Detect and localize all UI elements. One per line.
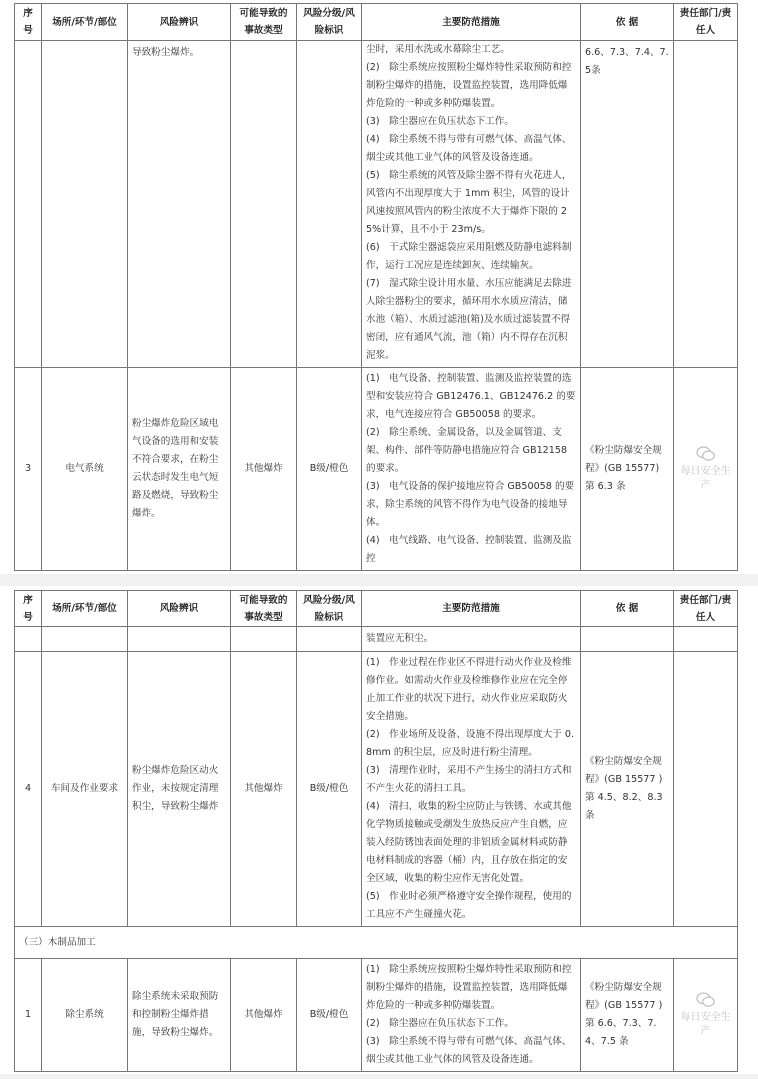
cell-level: B级/橙色 — [297, 652, 362, 927]
header-accident: 可能导致的事故类型 — [231, 591, 297, 627]
cell-measures — [362, 627, 581, 652]
cell-basis: 《粉尘防爆安全规程》(GB 15577) 第 6.3 条 — [581, 368, 674, 571]
cell-risk: 粉尘爆炸危险区域电气设备的选用和安装不符合要求，在粉尘云状态时发生电气短路及燃烧，导致粉尘爆炸。 — [128, 368, 231, 571]
measure-item: (3) 除尘系统不得与带有可燃气体、高温气体、烟尘或其他工业气体的风管及设备连通。 — [366, 1036, 572, 1065]
cell-location: 车间及作业要求 — [42, 652, 128, 927]
cell-location: 电气系统 — [42, 368, 128, 571]
cell-measures — [362, 368, 581, 571]
table-header-row — [15, 4, 738, 41]
cell-location — [42, 41, 128, 368]
header-accident: 可能导致的事故类型 — [231, 4, 297, 41]
header-no: 序号 — [15, 4, 42, 41]
cell-responsible — [674, 368, 738, 571]
cell-basis: 6.6、7.3、7.4、7.5条 — [581, 41, 674, 368]
measure-item: (5) 除尘系统的风管及除尘器不得有火花进人，风管内不出现厚度大于 1mm 积尘，风管的设计风速按照风管内的粉尘浓度不大于爆炸下限的 25%计算，且不小于 23m/s。 — [366, 170, 572, 235]
measure-item: (3) 清理作业时，采用不产生扬尘的清扫方式和不产生火花的清扫工具。 — [366, 765, 572, 794]
header-location: 场所/环节/部位 — [42, 591, 128, 627]
measure-item: (2) 除尘系统、金属设备，以及金属管道、支架、构件、部件等防静电措施应符合 GB12158 的要求。 — [366, 427, 568, 474]
watermark — [678, 991, 733, 1039]
measure-item: (2) 除尘系统应按照粉尘爆炸特性采取预防和控制粉尘爆炸的措施，设置监控装置，选用降低爆炸危险的一种或多种防爆装置。 — [366, 62, 572, 109]
measure-item: (4) 除尘系统不得与带有可燃气体、高温气体、烟尘或其他工业气体的风管及设备连通。 — [366, 134, 572, 163]
risk-table-page-1 — [14, 3, 738, 571]
header-risk: 风险辨识 — [128, 4, 231, 41]
cell-no — [15, 41, 42, 368]
header-responsible: 责任部门/责任人 — [674, 591, 738, 627]
cell-risk: 除尘系统未采取预防和控制粉尘爆炸措施，导致粉尘爆炸。 — [128, 959, 231, 1072]
measure-item: (1) 电气设备、控制装置、监测及监控装置的选型和安装应符合 GB12476.1、GB12476.2 的要求，电气连接应符合 GB50058 的要求。 — [366, 373, 576, 420]
cell-accident — [231, 627, 297, 652]
risk-table-page-2 — [14, 590, 738, 1072]
measure-item: (3) 电气设备的保护接地应符合 GB50058 的要求，除尘系统的风管不得作为电气设备的接地导体。 — [366, 481, 575, 528]
cell-no: 1 — [15, 959, 42, 1072]
wechat-icon — [695, 991, 717, 1009]
header-basis: 依 据 — [581, 4, 674, 41]
header-level: 风险分级/风险标识 — [297, 4, 362, 41]
page-separator — [0, 574, 758, 586]
measure-item: (5) 作业时必须严格遵守安全操作规程，使用的工具应不产生碰撞火花。 — [366, 891, 572, 920]
cell-level — [297, 41, 362, 368]
watermark-text: 每日安全生产 — [680, 466, 731, 491]
watermark — [678, 445, 733, 493]
section-row — [15, 927, 738, 959]
measure-item: (4) 电气线路、电气设备、控制装置、监测及监控 — [366, 535, 572, 564]
cell-no: 3 — [15, 368, 42, 571]
cell-measures — [362, 41, 581, 368]
table-row — [15, 652, 738, 927]
cell-risk: 导致粉尘爆炸。 — [128, 41, 231, 368]
cell-accident: 其他爆炸 — [231, 368, 297, 571]
measure-item: (7) 湿式除尘设计用水量、水压应能满足去除进人除尘器粉尘的要求，循环用水水质应清洁，储水池（箱）、水质过滤池(箱)及水质过滤装置不得密闭，应有通风气流，池（箱）内不得存在沉积泥浆。 — [366, 278, 572, 361]
cell-level — [297, 627, 362, 652]
table-header-row — [15, 591, 738, 627]
measure-item: (3) 除尘器应在负压状态下工作。 — [366, 116, 514, 127]
header-no: 序号 — [15, 591, 42, 627]
header-location: 场所/环节/部位 — [42, 4, 128, 41]
table-row — [15, 41, 738, 368]
cell-level: B级/橙色 — [297, 368, 362, 571]
cell-location: 除尘系统 — [42, 959, 128, 1072]
header-measures: 主要防范措施 — [362, 591, 581, 627]
cell-basis: 《粉尘防爆安全规程》(GB 15577 )第 6.6、7.3、7.4、7.5 条 — [581, 959, 674, 1072]
measure-item: (6) 干式除尘器滤袋应采用阻燃及防静电滤料制作，运行工况应是连续卸灰、连续输灰。 — [366, 242, 572, 271]
watermark-text: 每日安全生产 — [680, 1012, 731, 1037]
measure-item: (2) 除尘器应在负压状态下工作。 — [366, 1018, 514, 1029]
cell-measures — [362, 652, 581, 927]
header-risk: 风险辨识 — [128, 591, 231, 627]
cell-responsible — [674, 627, 738, 652]
cell-risk — [128, 627, 231, 652]
page-separator — [0, 1074, 758, 1079]
table-row — [15, 368, 738, 571]
measure-item: (1) 作业过程在作业区不得进行动火作业及检维修作业。如需动火作业及检维修作业应在完全停止加工作业的状况下进行，动火作业应采取防火安全措施。 — [366, 657, 572, 722]
cell-level: B级/橙色 — [297, 959, 362, 1072]
table-row — [15, 959, 738, 1072]
cell-responsible — [674, 959, 738, 1072]
measure-item: 尘时，采用水洗或水幕除尘工艺。 — [366, 44, 510, 55]
measure-item: (4) 清扫、收集的粉尘应防止与铁锈、水或其他化学物质接触或受潮发生放热反应产生自燃，应装入经防锈蚀表面处理的非铝质金属材料或防静电材料制成的容器（桶）内，且存放在指定的安全区域，收集的粉尘应作无害化处置。 — [366, 801, 572, 884]
cell-no — [15, 627, 42, 652]
header-basis: 依 据 — [581, 591, 674, 627]
wechat-icon — [695, 445, 717, 463]
cell-accident: 其他爆炸 — [231, 959, 297, 1072]
measure-item: (1) 除尘系统应按照粉尘爆炸特性采取预防和控制粉尘爆炸的措施，设置监控装置，选用降低爆炸危险的一种或多种防爆装置。 — [366, 964, 572, 1011]
cell-responsible — [674, 652, 738, 927]
measure-item: 装置应无积尘。 — [366, 633, 434, 644]
cell-risk: 粉尘爆炸危险区动火作业，未按规定清理积尘，导致粉尘爆炸 — [128, 652, 231, 927]
cell-accident — [231, 41, 297, 368]
measure-item: (2) 作业场所及设备、设施不得出现厚度大于 0.8mm 的积尘层，应及时进行粉尘清理。 — [366, 729, 575, 758]
cell-responsible — [674, 41, 738, 368]
header-measures: 主要防范措施 — [362, 4, 581, 41]
header-level: 风险分级/风险标识 — [297, 591, 362, 627]
cell-location — [42, 627, 128, 652]
table-row — [15, 627, 738, 652]
cell-no: 4 — [15, 652, 42, 927]
cell-basis: 《粉尘防爆安全规程》(GB 15577 )第 4.5、8.2、8.3 条 — [581, 652, 674, 927]
cell-basis — [581, 627, 674, 652]
header-responsible: 责任部门/责任人 — [674, 4, 738, 41]
section-title: （三）木制品加工 — [15, 927, 738, 959]
cell-accident: 其他爆炸 — [231, 652, 297, 927]
cell-measures — [362, 959, 581, 1072]
